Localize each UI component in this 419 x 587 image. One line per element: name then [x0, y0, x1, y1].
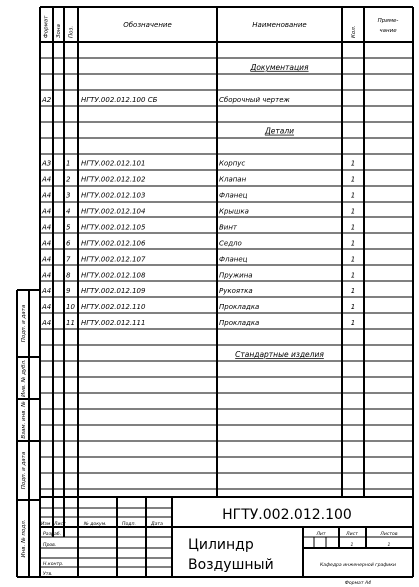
title-header-sign: Подп. [122, 522, 136, 527]
row-quantity: 1 [350, 287, 356, 296]
row-format: А4 [42, 191, 52, 200]
row-name: Прокладка [219, 319, 260, 328]
row-format: А4 [42, 255, 52, 264]
lit-label: Лит [316, 532, 326, 537]
row-format: А4 [42, 223, 52, 232]
header-pos: Поз. [68, 25, 75, 38]
row-quantity: 1 [350, 319, 356, 328]
row-quantity: 1 [350, 223, 356, 232]
row-designation: НГТУ.002.012.109 [81, 287, 146, 296]
row-format: А4 [42, 287, 52, 296]
row-format: А4 [42, 239, 52, 248]
row-name: Фланец [219, 255, 248, 264]
row-designation: НГТУ.002.012.111 [81, 319, 146, 328]
row-name: Клапан [219, 175, 247, 184]
title-header-list: Лист [54, 522, 66, 527]
row-designation: НГТУ.002.012.108 [81, 271, 146, 280]
document-number: НГТУ.002.012.100 [222, 507, 352, 523]
side-strip-label: Подп. и дата [21, 451, 27, 490]
title-role: Пров. [43, 543, 57, 548]
row-position: 11 [66, 319, 75, 328]
row-format: А2 [42, 95, 52, 104]
section-heading: Детали [264, 126, 295, 136]
row-designation: НГТУ.002.012.106 [81, 239, 146, 248]
row-quantity: 1 [350, 303, 356, 312]
row-quantity: 1 [350, 207, 356, 216]
header-note-1: Приме- [377, 18, 399, 24]
row-designation: НГТУ.002.012.102 [81, 175, 146, 184]
row-format: А4 [42, 271, 52, 280]
row-designation: НГТУ.002.012.101 [81, 159, 146, 168]
row-designation: НГТУ.002.012.110 [81, 303, 146, 312]
sheets-value: 1 [387, 543, 391, 548]
sheets-label: Листов [380, 532, 398, 537]
row-format: А3 [42, 159, 52, 168]
header-zone: Зона [56, 24, 62, 38]
row-position: 10 [66, 303, 75, 312]
row-quantity: 1 [350, 191, 356, 200]
row-position: 3 [66, 191, 71, 200]
row-name: Корпус [219, 159, 246, 168]
header-note-2: чание [379, 28, 397, 34]
header-designation: Обозначение [123, 21, 172, 29]
row-designation: НГТУ.002.012.107 [81, 255, 146, 264]
row-position: 4 [66, 207, 71, 216]
row-position: 1 [66, 159, 71, 168]
sheet-label: Лист [346, 532, 358, 537]
row-quantity: 1 [350, 271, 356, 280]
row-quantity: 1 [350, 175, 356, 184]
row-name: Пружина [219, 271, 253, 280]
row-name: Крышка [219, 207, 249, 216]
row-format: А4 [42, 319, 52, 328]
row-format: А4 [42, 175, 52, 184]
row-designation: НГТУ.002.012.100 СБ [81, 95, 158, 104]
row-name: Седло [219, 239, 242, 248]
product-name-line1: Цилиндр [188, 537, 254, 553]
side-strip-label: Инв. № дубл. [21, 359, 27, 397]
row-quantity: 1 [350, 255, 356, 264]
header-format: Формат [43, 15, 50, 38]
title-header-izm: Изм [41, 522, 51, 527]
row-position: 8 [66, 271, 71, 280]
row-name: Сборочный чертеж [219, 95, 290, 104]
organization: Кафедра инженерной графики [320, 563, 396, 568]
row-quantity: 1 [350, 239, 356, 248]
row-position: 2 [66, 175, 71, 184]
sheet-value: 1 [350, 543, 354, 548]
row-format: А4 [42, 303, 52, 312]
row-position: 9 [66, 287, 71, 296]
side-strip-label: Инв. № подл. [21, 519, 27, 558]
product-name-line2: Воздушный [188, 557, 274, 573]
row-name: Фланец [219, 191, 248, 200]
row-position: 6 [66, 239, 71, 248]
title-header-doc: № докум. [84, 522, 107, 527]
row-position: 7 [66, 255, 71, 264]
header-qty: Кол. [351, 25, 357, 38]
row-designation: НГТУ.002.012.105 [81, 223, 146, 232]
title-header-date: Дата [151, 522, 163, 527]
section-heading: Документация [250, 62, 309, 72]
row-name: Винт [219, 223, 238, 232]
row-quantity: 1 [350, 159, 356, 168]
side-strip-label: Взам. инв. № [21, 401, 27, 439]
row-format: А4 [42, 207, 52, 216]
header-name: Наименование [252, 21, 307, 29]
row-name: Прокладка [219, 303, 260, 312]
row-name: Рукоятка [219, 287, 253, 296]
title-role: Н.контр. [43, 562, 64, 567]
section-heading: Стандартные изделия [235, 350, 324, 359]
row-designation: НГТУ.002.012.104 [81, 207, 146, 216]
side-strip-label: Подп. и дата [21, 304, 27, 343]
row-designation: НГТУ.002.012.103 [81, 191, 146, 200]
row-position: 5 [66, 223, 71, 232]
title-role: Разраб. [43, 532, 62, 537]
sheet-format: Формат А4 [344, 581, 372, 586]
title-role: Утв. [43, 572, 53, 577]
